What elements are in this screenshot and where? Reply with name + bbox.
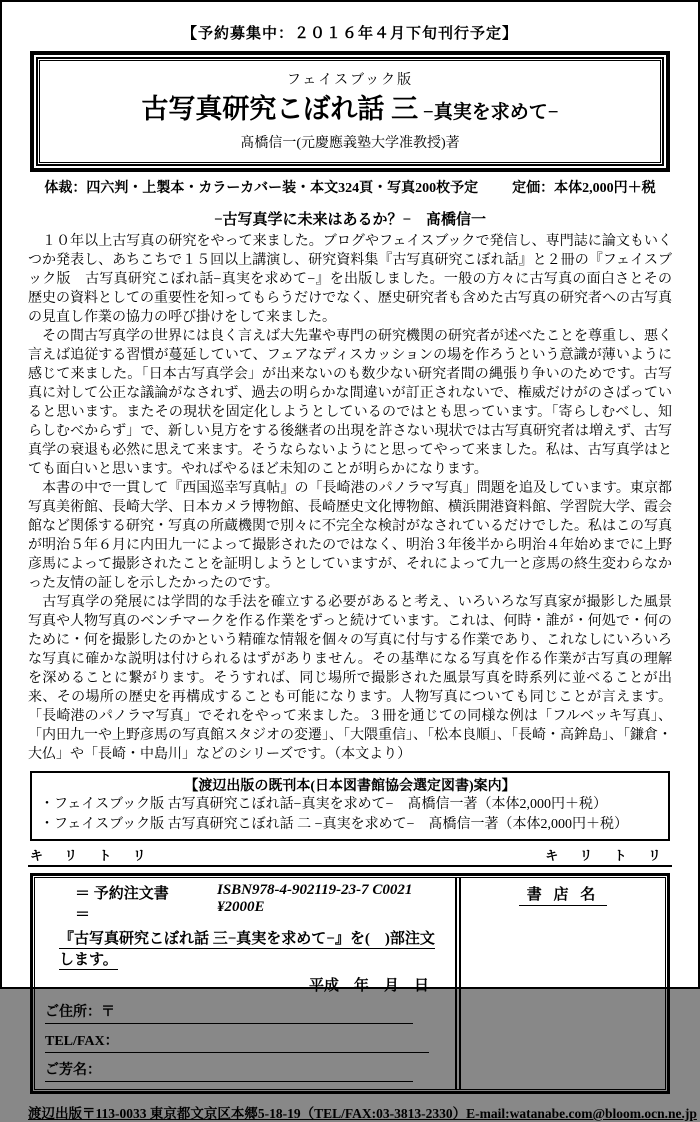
bookstore-box bbox=[461, 878, 665, 1089]
publisher-footer: 渡辺出版〒113-0033 東京都文京区本郷5-18-19（TEL/FAX:03-3813-2330）E-mail:watanabe.com@bloom.ocn.ne.jp bbox=[28, 1106, 697, 1122]
name-label: ご芳名： bbox=[45, 1063, 101, 1079]
order-sentence-row bbox=[45, 927, 445, 969]
isbn-text: ISBN978-4-902119-23-7 C0021 ¥2000E bbox=[217, 882, 413, 916]
published-books-box bbox=[30, 771, 670, 841]
spec-price: 定価：本体2,000円＋税 bbox=[512, 181, 656, 197]
essay-heading: −古写真学に未来はあるか？− 髙橋信一 bbox=[213, 212, 487, 229]
essay-paragraph-3: 本書の中で一貫して『西国巡幸写真帖』の「長崎港のパノラマ写真」問題を追及しています。東京都写真美術館、長崎大学、日本カメラ博物館、長崎歴史文化博物館、横浜開港資料館、学習院大学、霞会館など関係する研究・写真の所蔵機関で別々に不完全な検討がなされているだけでした。私はこの写真が明治５年６月に内田九一によって撮影されたのではなく、明治３年後半から明治４年始めまでに上野彦馬によって撮影されたことを証明しようとしていますが、それによって九一と彦馬の終生変わらなかった友情の証しを示したかったのです。 bbox=[28, 481, 672, 592]
preorder-banner: 【予約募集中：２０１６年４月下旬刊行予定】 bbox=[181, 26, 518, 42]
spec-format: 体裁：四六判・上製本・カラーカバー装・本文324頁・写真200枚予定 bbox=[44, 181, 479, 197]
published-book-item: ・フェイスブック版 古写真研究こぼれ話−真実を求めて− 髙橋信一著（本体2,000円＋税） bbox=[40, 797, 607, 813]
address-label: ご住所：〒 bbox=[45, 1005, 115, 1021]
essay-paragraph-2: その間古写真学の世界には良く言えば大先輩や専門の研究機関の研究者が述べたことを尊重し、悪く言えば追従する習慣が蔓延していて、フェアなディスカッションの場を作ろうという意識が薄いように感じて来ました。「日本古写真学会」が出来ないのも数少ない研究者間の縄張り争いのためです。古写真に対して公正な議論がなされず、過去の明らかな間違いが訂正されないで、権威だけがのさばっていると思います。またその現状を固定化しようとしているのではとも思っています。「寄らしむべし、知らしむべからず」で、新しい見方をする後継者の出現を許さない現状では古写真研究者は増えず、古写真学の衰退も必然に思えて来ます。そうならないようにと思ってやって来ました。私は、古写真学はとても面白いと思います。やればやるほど未知のことが明らかになります。 bbox=[28, 329, 672, 478]
book-subtitle: −真実を求めて− bbox=[418, 102, 559, 123]
order-form-left-panel bbox=[35, 878, 455, 1089]
essay-paragraph-4: 古写真学の発展には学問的な手法を確立する必要があると考え、いろいろな写真家が撮影した風景写真や人物写真のベンチマークを作る作業をずっと続けています。これは、何時・誰が・何処で・何のために・何を撮影したのかという精確な情報を個々の写真に付与する作業であり、これなしにいろいろな写真に確かな説明は付けられるはずがありません。その基準になる写真を作る作業が古写真の理解を深めることに繋がります。そうすれば、同じ場所で撮影された風景写真を時系列に並べることが出来、その場所の歴史を再構成することも可能になります。人物写真についても同じことが言えます。「長崎港のパノラマ写真」でそれをやって来ました。３冊を通じての同様な例は「フルベッキ写真」、「内田九一や上野彦馬の写真館スタジオの変遷」、「大隈重信」、「松本良順」、「長崎・高鉾島」、「鎌倉・大仏」や「長崎・中島川」などのシリーズです。（本文より） bbox=[28, 595, 672, 763]
title-box-inner bbox=[39, 60, 661, 163]
order-form-title-row bbox=[45, 882, 445, 924]
book-edition-label: フェイスブック版 bbox=[286, 73, 414, 88]
address-field bbox=[45, 1001, 413, 1024]
spec-line bbox=[28, 177, 672, 197]
cutline-label-left: キ リ ト リ bbox=[30, 848, 155, 864]
telfax-field bbox=[45, 1030, 429, 1053]
cutline bbox=[28, 844, 672, 867]
bookstore-label: 書 店 名 bbox=[519, 883, 608, 906]
published-book-item: ・フェイスブック版 古写真研究こぼれ話 二 −真実を求めて− 髙橋信一著（本体2,000円＋税） bbox=[40, 817, 628, 833]
book-title-main: 古写真研究こぼれ話 三 bbox=[141, 94, 419, 124]
order-form bbox=[30, 873, 670, 1094]
telfax-label: TEL/FAX： bbox=[45, 1034, 119, 1050]
title-box-middle-border bbox=[36, 57, 664, 166]
title-box bbox=[30, 51, 670, 172]
order-date-line: 平成 年 月 日 bbox=[308, 978, 429, 995]
essay-paragraph-1: １０年以上古写真の研究をやって来ました。ブログやフェイスブックで発信し、専門誌に論文もいくつか発表し、あちこちで１５回以上講演し、研究資料集『古写真研究こぼれ話』と２冊の『フェイスブック版 古写真研究こぼれ話−真実を求めて−』を出版しました。一般の方々に古写真の面白さとその歴史の資料としての重要性を知ってもらうだけでなく、歴史研究者も含めた古写真の研究者への古写真の見直し作業の協力の呼び掛けをして来ました。 bbox=[28, 234, 672, 326]
order-sentence: 『古写真研究こぼれ話 三−真実を求めて−』を( )部注文します。 bbox=[59, 931, 435, 969]
order-form-title: ＝ 予約注文書 ＝ bbox=[75, 886, 169, 924]
essay-body bbox=[28, 232, 672, 764]
order-form-inner bbox=[34, 877, 666, 1090]
book-author: 髙橋信一(元慶應義塾大学准教授)著 bbox=[240, 136, 460, 152]
published-books-heading: 【渡辺出版の既刊本(日本図書館協会選定図書)案内】 bbox=[184, 779, 516, 795]
cutline-label-right: キ リ ト リ bbox=[545, 848, 670, 864]
book-title bbox=[48, 94, 652, 125]
name-field bbox=[45, 1059, 413, 1082]
